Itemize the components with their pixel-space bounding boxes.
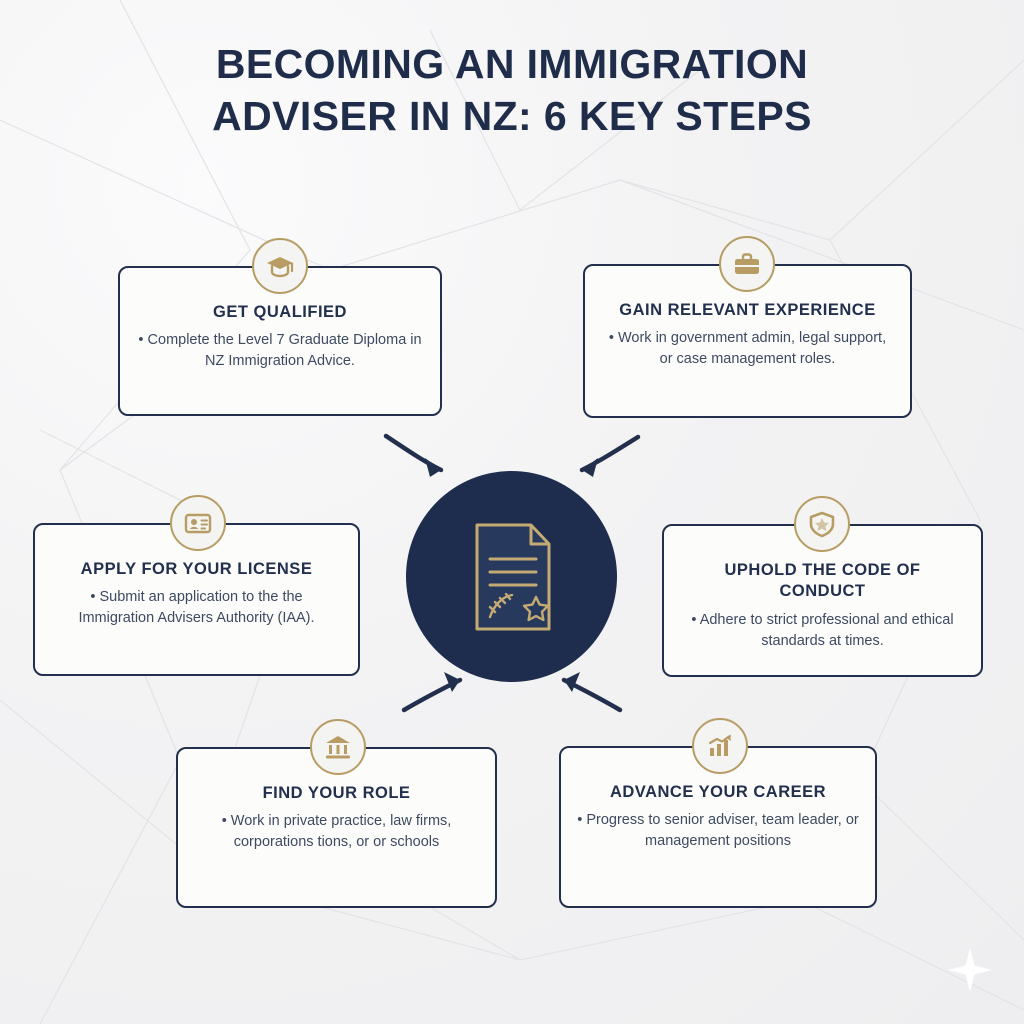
center-emblem [406, 471, 617, 682]
card-description: • Work in government admin, legal support, or case management roles. [608, 330, 887, 368]
card-description: • Submit an application to the the Immigration Advisers Authority (IAA). [78, 589, 315, 627]
card-title: APPLY FOR YOUR LICENSE [80, 560, 313, 578]
step-card-advance-your-career[interactable] [559, 746, 877, 908]
card-title: ADVANCE YOUR CAREER [609, 783, 827, 801]
card-title: GAIN RELEVANT EXPERIENCE [619, 301, 876, 319]
shield-icon [794, 496, 850, 552]
document-fern-star-icon [457, 519, 567, 635]
step-card-gain-relevant-experience[interactable] [583, 264, 912, 418]
id-card-icon [170, 495, 226, 551]
title-line-1: BECOMING AN IMMIGRATION [215, 41, 809, 87]
arrow-top-right [582, 437, 638, 470]
arrow-bottom-left [404, 680, 460, 710]
page-title [0, 38, 1024, 143]
growth-chart-icon [692, 718, 748, 774]
bank-building-icon [310, 719, 366, 775]
card-description: • Adhere to strict professional and ethical standards at times. [691, 611, 954, 649]
briefcase-icon [719, 236, 775, 292]
sparkle-icon [940, 940, 1000, 1000]
card-description: • Work in private practice, law firms, corporations tions, or or schools [221, 813, 452, 851]
title-line-2: ADVISER IN NZ: 6 KEY STEPS [212, 93, 812, 140]
step-card-find-your-role[interactable] [176, 747, 497, 908]
arrow-top-left [386, 436, 441, 470]
step-card-get-qualified[interactable] [118, 266, 442, 416]
step-card-uphold-the-code-of-conduct[interactable] [662, 524, 983, 677]
card-description: • Progress to senior adviser, team leader, or management positions [577, 812, 859, 850]
card-title: UPHOLD THE CODE OF CONDUCT [724, 561, 921, 601]
card-title: FIND YOUR ROLE [262, 784, 411, 802]
card-title: GET QUALIFIED [213, 303, 347, 321]
step-card-apply-for-your-license[interactable] [33, 523, 360, 676]
arrow-bottom-right [564, 680, 620, 710]
graduation-cap-icon [252, 238, 308, 294]
card-description: • Complete the Level 7 Graduate Diploma in NZ Immigration Advice. [138, 332, 422, 370]
